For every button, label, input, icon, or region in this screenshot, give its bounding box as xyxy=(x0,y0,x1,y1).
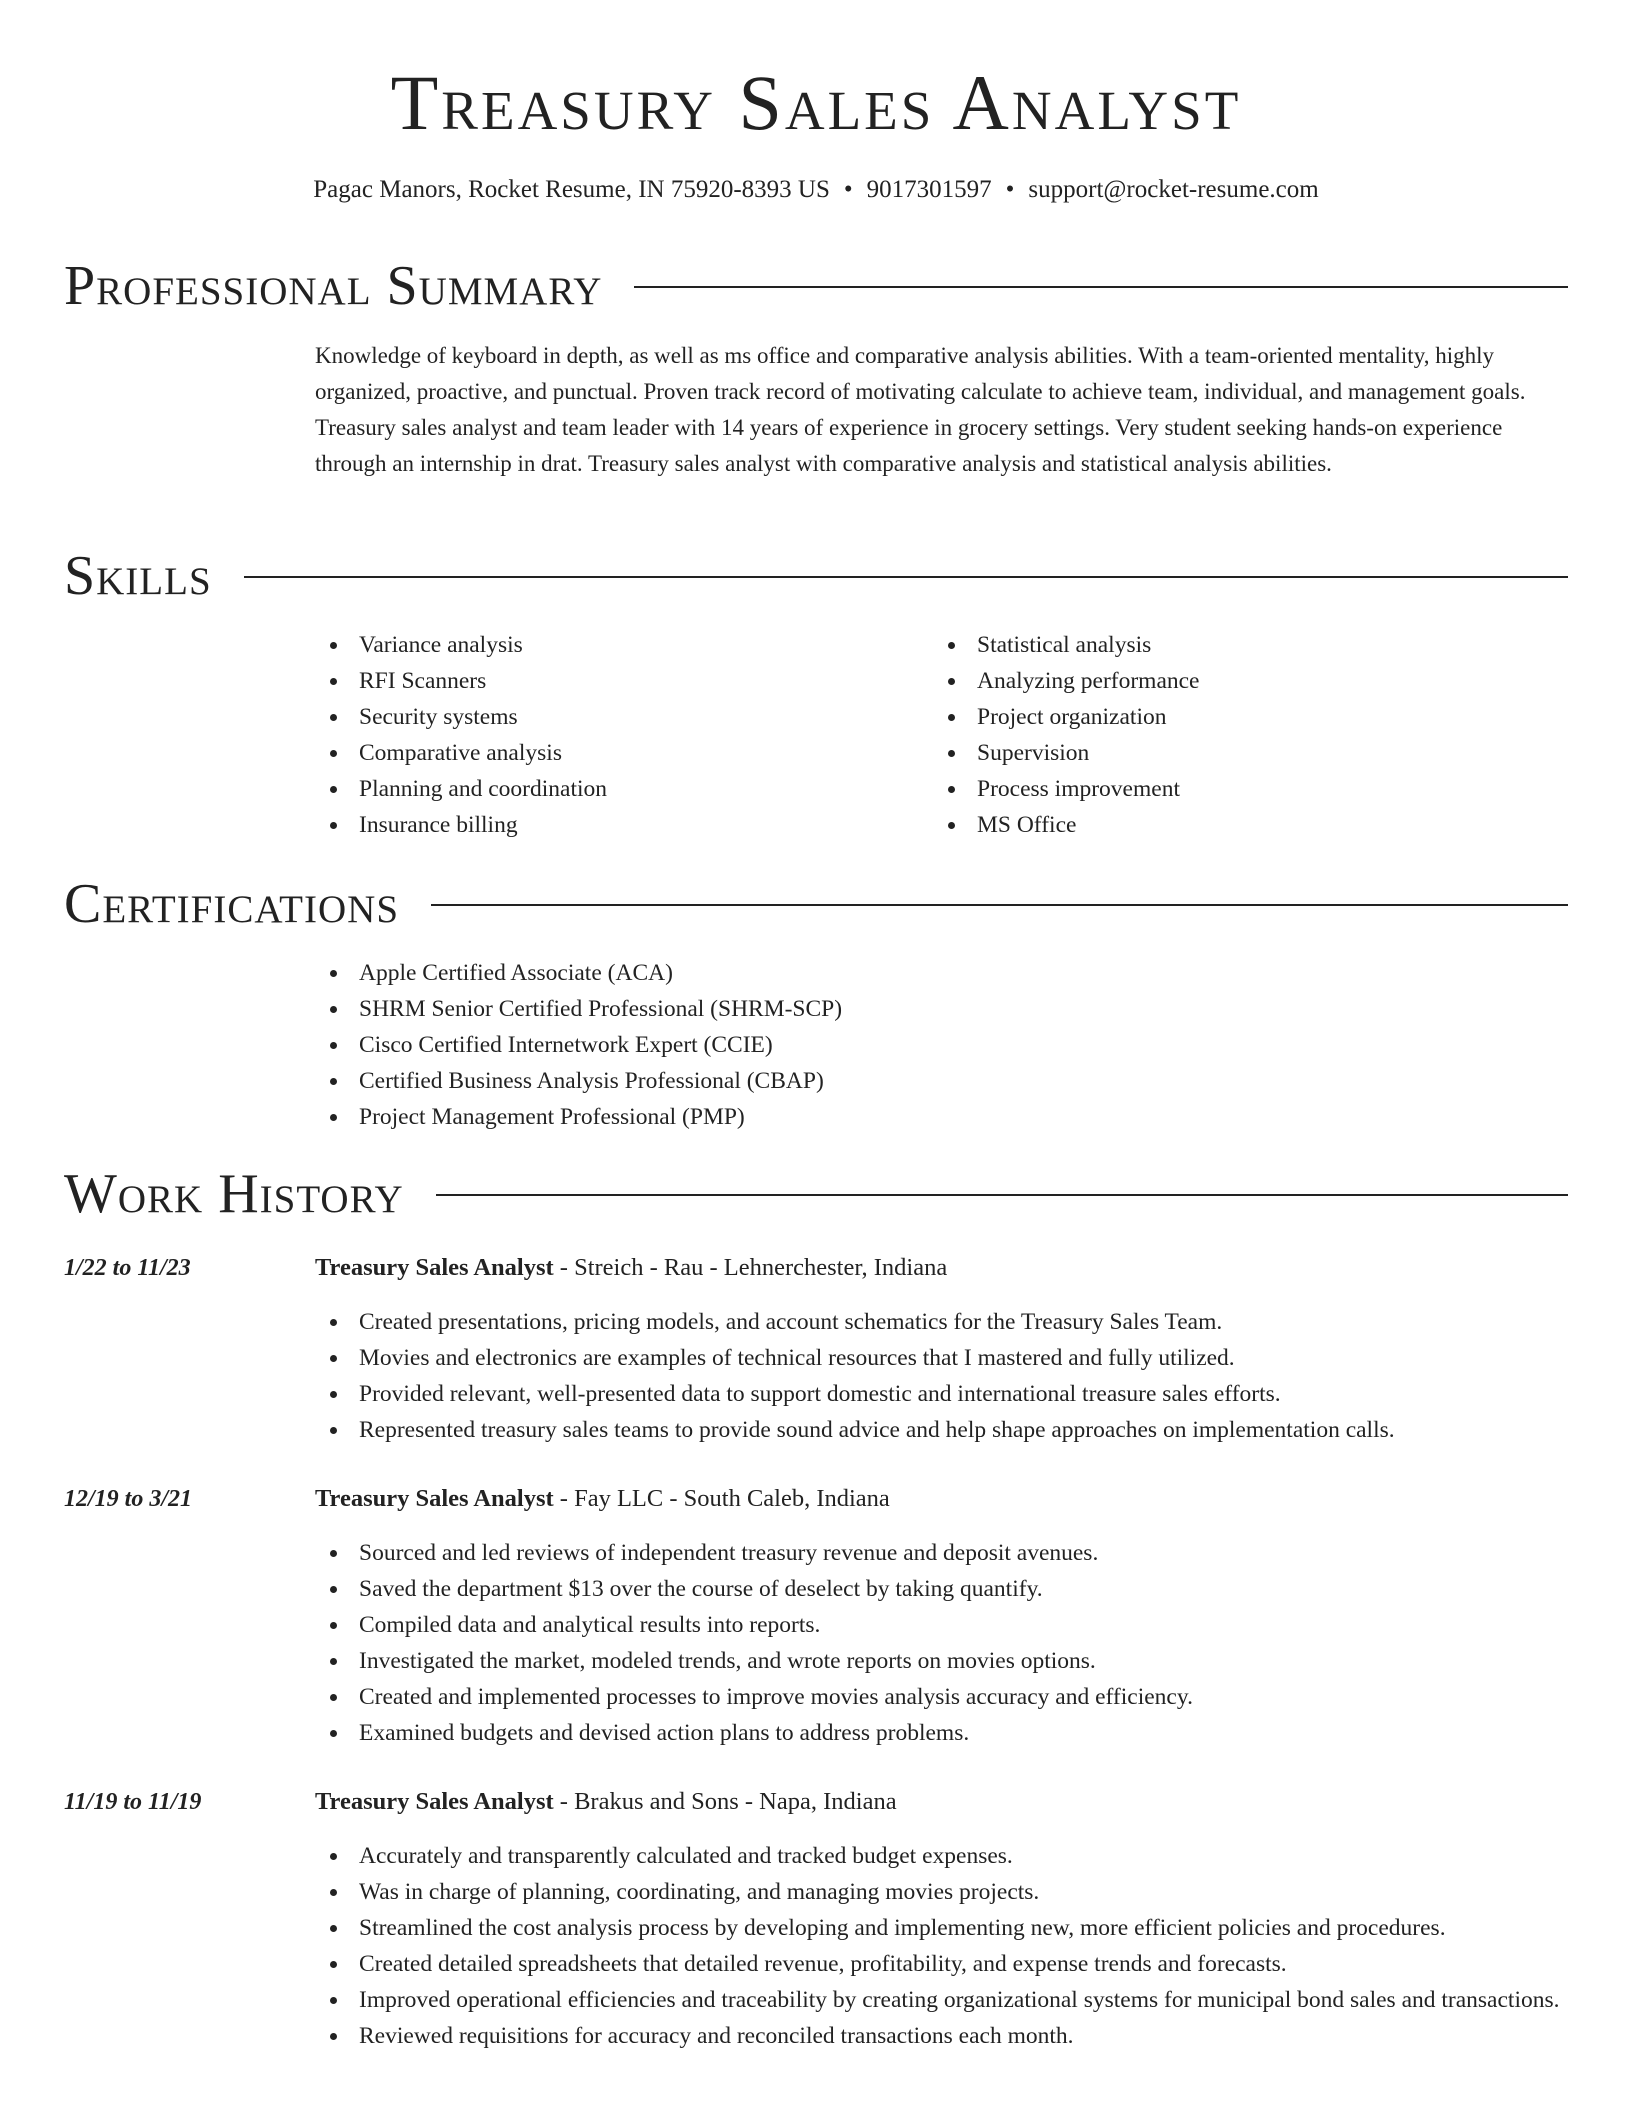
skill-item-text: Security systems xyxy=(359,704,518,730)
skill-item-text: Planning and coordination xyxy=(359,776,608,802)
job-duty-item-text: Investigated the market, modeled trends, and wrote reports on movies options. xyxy=(359,1648,1096,1674)
job-dates: 11/19 to 11/19 xyxy=(64,1789,202,1815)
bullet-icon xyxy=(330,1889,337,1896)
job-duties-list xyxy=(315,1838,1568,2054)
bullet-icon xyxy=(330,1658,337,1665)
job-duty-item xyxy=(315,1838,1568,1874)
job-duty-item xyxy=(315,1715,1568,1751)
job-duty-item-text: Reviewed requisitions for accuracy and reconciled transactions each month. xyxy=(359,2023,1074,2049)
job-duty-item xyxy=(315,1982,1568,2018)
bullet-icon xyxy=(330,1730,337,1737)
bullet-icon xyxy=(330,1078,337,1085)
bullet-icon xyxy=(330,1006,337,1013)
job-heading xyxy=(315,1481,890,1517)
job-duty-item xyxy=(315,1874,1568,1910)
bullet-icon xyxy=(330,1853,337,1860)
bullet-icon xyxy=(330,1997,337,2004)
bullet-icon xyxy=(330,750,337,757)
bullet-icon xyxy=(330,1961,337,1968)
job-duties-list xyxy=(315,1535,1568,1751)
certification-item-text: SHRM Senior Certified Professional (SHRM-SCP) xyxy=(359,996,843,1022)
job-duty-item-text: Improved operational efficiencies and traceability by creating organizational systems for municipal bond sales and transactions. xyxy=(359,1987,1560,2013)
job-duty-item xyxy=(315,1304,1568,1340)
work-section-header xyxy=(64,1162,1568,1226)
certification-item-text: Certified Business Analysis Professional (CBAP) xyxy=(359,1068,824,1094)
job-duty-item xyxy=(315,1910,1568,1946)
job-duty-item-text: Accurately and transparently calculated and tracked budget expenses. xyxy=(359,1843,1013,1869)
job-duty-item xyxy=(315,1571,1568,1607)
skill-item-text: MS Office xyxy=(977,812,1077,838)
certification-item-text: Apple Certified Associate (ACA) xyxy=(359,960,673,986)
section-divider xyxy=(634,286,1568,288)
summary-text: Knowledge of keyboard in depth, as well as ms office and comparative analysis abilities. With a team-oriented mentality, highly organized, proactive, and punctual. Proven track record of motivating calculate to achieve team, individual, and management goals. Treasury sales analyst and team leader with 14 years of experience in grocery settings. Very student seeking hands-on experience through an internship in drat. Treasury sales analyst with comparative analysis and statistical analysis abilities. xyxy=(315,343,1526,476)
certification-item-text: Cisco Certified Internetwork Expert (CCIE) xyxy=(359,1032,773,1058)
skill-item-text: Comparative analysis xyxy=(359,740,562,766)
job-duty-item-text: Compiled data and analytical results into reports. xyxy=(359,1612,821,1638)
certifications-heading: Certifications xyxy=(64,873,400,935)
contact-line xyxy=(0,174,1632,206)
skill-item xyxy=(315,699,607,735)
job-duty-item xyxy=(315,1946,1568,1982)
skill-item-text: Variance analysis xyxy=(359,632,523,658)
skill-item xyxy=(933,807,1200,843)
job-duty-item-text: Created and implemented processes to improve movies analysis accuracy and efficiency. xyxy=(359,1684,1193,1710)
job-title: Treasury Sales Analyst xyxy=(315,1788,554,1815)
section-divider xyxy=(436,1194,1568,1196)
job-employer-location: - Brakus and Sons - Napa, Indiana xyxy=(553,1788,897,1815)
bullet-icon xyxy=(330,1427,337,1434)
bullet-icon xyxy=(330,1319,337,1326)
certifications-list xyxy=(315,955,842,1135)
job-duty-item-text: Sourced and led reviews of independent treasury revenue and deposit avenues. xyxy=(359,1540,1099,1566)
bullet-icon xyxy=(330,1355,337,1362)
bullet-icon xyxy=(330,1694,337,1701)
contact-email: support@rocket-resume.com xyxy=(1028,176,1319,203)
bullet-icon xyxy=(330,1586,337,1593)
contact-separator: • xyxy=(1005,176,1015,203)
skill-item xyxy=(933,771,1200,807)
summary-heading: Professional Summary xyxy=(64,255,603,317)
job-dates: 12/19 to 3/21 xyxy=(64,1486,193,1512)
job-employer-location: - Streich - Rau - Lehnerchester, Indiana xyxy=(553,1254,948,1281)
skill-item xyxy=(933,735,1200,771)
bullet-icon xyxy=(330,642,337,649)
bullet-icon xyxy=(948,678,955,685)
skill-item xyxy=(315,807,607,843)
job-title: Treasury Sales Analyst xyxy=(315,1485,554,1512)
section-divider xyxy=(244,576,1568,578)
skill-item-text: Project organization xyxy=(977,704,1167,730)
summary-section-header xyxy=(64,254,1568,318)
certification-item-text: Project Management Professional (PMP) xyxy=(359,1104,745,1130)
certification-item xyxy=(315,1027,842,1063)
job-duty-item-text: Examined budgets and devised action plans to address problems. xyxy=(359,1720,970,1746)
job-duties-list xyxy=(315,1304,1568,1448)
bullet-icon xyxy=(948,714,955,721)
skill-item xyxy=(315,735,607,771)
skills-section-header xyxy=(64,544,1568,608)
bullet-icon xyxy=(330,678,337,685)
bullet-icon xyxy=(330,1925,337,1932)
bullet-icon xyxy=(948,822,955,829)
job-duty-item-text: Created presentations, pricing models, and account schematics for the Treasury Sales Team. xyxy=(359,1309,1223,1335)
skill-item xyxy=(315,627,607,663)
job-duty-item-text: Saved the department $13 over the course of deselect by taking quantify. xyxy=(359,1576,1043,1602)
job-duty-item xyxy=(315,1643,1568,1679)
job-duty-item xyxy=(315,1412,1568,1448)
bullet-icon xyxy=(330,714,337,721)
resume-title: Treasury Sales Analyst xyxy=(390,59,1242,146)
skill-item xyxy=(933,663,1200,699)
bullet-icon xyxy=(330,822,337,829)
job-title: Treasury Sales Analyst xyxy=(315,1254,554,1281)
bullet-icon xyxy=(948,786,955,793)
bullet-icon xyxy=(948,750,955,757)
job-heading xyxy=(315,1784,897,1820)
skill-item xyxy=(933,699,1200,735)
certification-item xyxy=(315,1099,842,1135)
bullet-icon xyxy=(330,970,337,977)
job-duty-item-text: Streamlined the cost analysis process by developing and implementing new, more efficient policies and procedures. xyxy=(359,1915,1446,1941)
bullet-icon xyxy=(330,1622,337,1629)
contact-separator: • xyxy=(843,176,853,203)
skill-item xyxy=(933,627,1200,663)
contact-phone: 9017301597 xyxy=(866,176,992,203)
bullet-icon xyxy=(330,786,337,793)
job-duty-item-text: Was in charge of planning, coordinating, and managing movies projects. xyxy=(359,1879,1040,1905)
certification-item xyxy=(315,955,842,991)
job-dates: 1/22 to 11/23 xyxy=(64,1255,191,1281)
skills-list-left xyxy=(315,627,607,843)
certification-item xyxy=(315,991,842,1027)
job-duty-item xyxy=(315,1607,1568,1643)
bullet-icon xyxy=(330,1550,337,1557)
work-heading: Work History xyxy=(64,1163,404,1225)
skill-item-text: Supervision xyxy=(977,740,1090,766)
bullet-icon xyxy=(330,1391,337,1398)
skills-heading: Skills xyxy=(64,545,212,607)
skill-item-text: RFI Scanners xyxy=(359,668,487,694)
job-duty-item xyxy=(315,1535,1568,1571)
skills-list-right xyxy=(933,627,1200,843)
bullet-icon xyxy=(330,1114,337,1121)
skill-item xyxy=(315,771,607,807)
job-heading xyxy=(315,1250,947,1286)
skill-item-text: Analyzing performance xyxy=(977,668,1200,694)
job-duty-item-text: Movies and electronics are examples of technical resources that I mastered and fully utilized. xyxy=(359,1345,1235,1371)
contact-address: Pagac Manors, Rocket Resume, IN 75920-8393 US xyxy=(313,176,830,203)
bullet-icon xyxy=(948,642,955,649)
skill-item xyxy=(315,663,607,699)
job-duty-item-text: Represented treasury sales teams to provide sound advice and help shape approaches on implementation calls. xyxy=(359,1417,1395,1443)
bullet-icon xyxy=(330,1042,337,1049)
job-duty-item xyxy=(315,2018,1568,2054)
skill-item-text: Insurance billing xyxy=(359,812,518,838)
skill-item-text: Statistical analysis xyxy=(977,632,1152,658)
bullet-icon xyxy=(330,2033,337,2040)
job-employer-location: - Fay LLC - South Caleb, Indiana xyxy=(553,1485,890,1512)
section-divider xyxy=(431,904,1568,906)
job-duty-item xyxy=(315,1679,1568,1715)
certification-item xyxy=(315,1063,842,1099)
certifications-section-header xyxy=(64,872,1568,936)
skill-item-text: Process improvement xyxy=(977,776,1180,802)
job-duty-item xyxy=(315,1340,1568,1376)
job-duty-item-text: Created detailed spreadsheets that detailed revenue, profitability, and expense trends and forecasts. xyxy=(359,1951,1287,1977)
job-duty-item-text: Provided relevant, well-presented data to support domestic and international treasure sales efforts. xyxy=(359,1381,1281,1407)
job-duty-item xyxy=(315,1376,1568,1412)
